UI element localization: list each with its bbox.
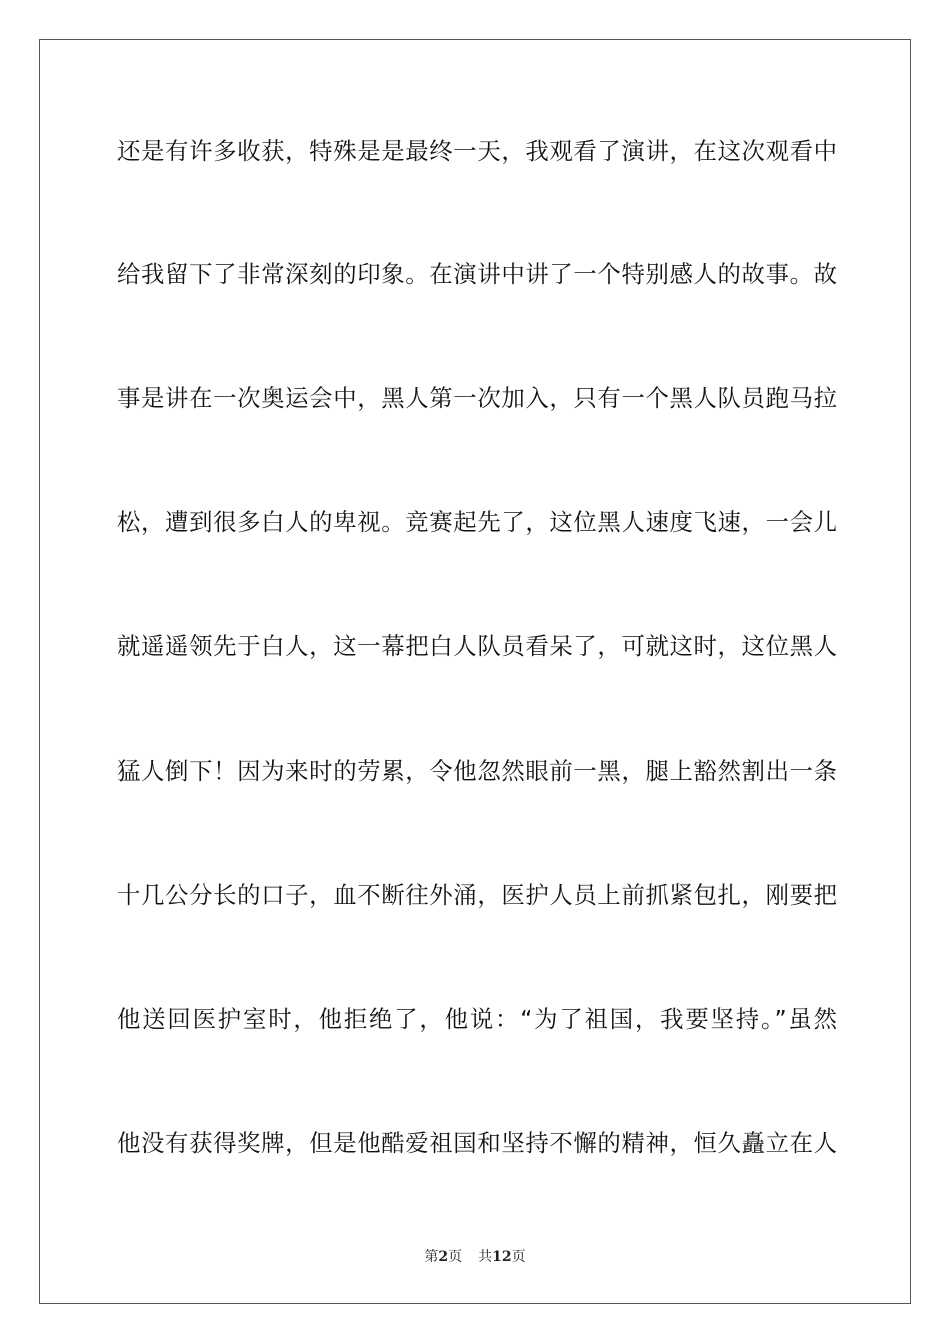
body-text-line-3: 事是讲在一次奥运会中，黑人第一次加入，只有一个黑人队员跑马拉 (117, 384, 837, 412)
total-prefix: 共 (478, 1249, 493, 1265)
page-suffix: 页 (448, 1249, 463, 1265)
body-text-line-7: 十几公分长的口子，血不断往外涌，医护人员上前抓紧包扎，刚要把 (117, 881, 837, 909)
page-footer (0, 1248, 950, 1266)
page-number: 2 (438, 1249, 449, 1265)
body-text-line-5: 就遥遥领先于白人，这一幕把白人队员看呆了，可就这时，这位黑人 (117, 632, 837, 660)
body-text-line-2: 给我留下了非常深刻的印象。在演讲中讲了一个特别感人的故事。故 (117, 260, 837, 288)
total-suffix: 页 (511, 1249, 526, 1265)
total-pages: 12 (492, 1249, 512, 1265)
body-text-line-9: 他没有获得奖牌，但是他酷爱祖国和坚持不懈的精神，恒久矗立在人 (117, 1129, 837, 1157)
page-border (39, 39, 911, 1304)
page-prefix: 第 (424, 1249, 439, 1265)
body-text-line-1: 还是有许多收获，特殊是是最终一天，我观看了演讲，在这次观看中 (117, 137, 837, 165)
body-text-line-8: 他送回医护室时，他拒绝了，他说：“为了祖国，我要坚持。”虽然 (117, 1005, 837, 1033)
body-text-line-6: 猛人倒下！因为来时的劳累，令他忽然眼前一黑，腿上豁然割出一条 (117, 757, 837, 785)
body-text-line-4: 松，遭到很多白人的卑视。竞赛起先了，这位黑人速度飞速，一会儿 (117, 508, 837, 536)
